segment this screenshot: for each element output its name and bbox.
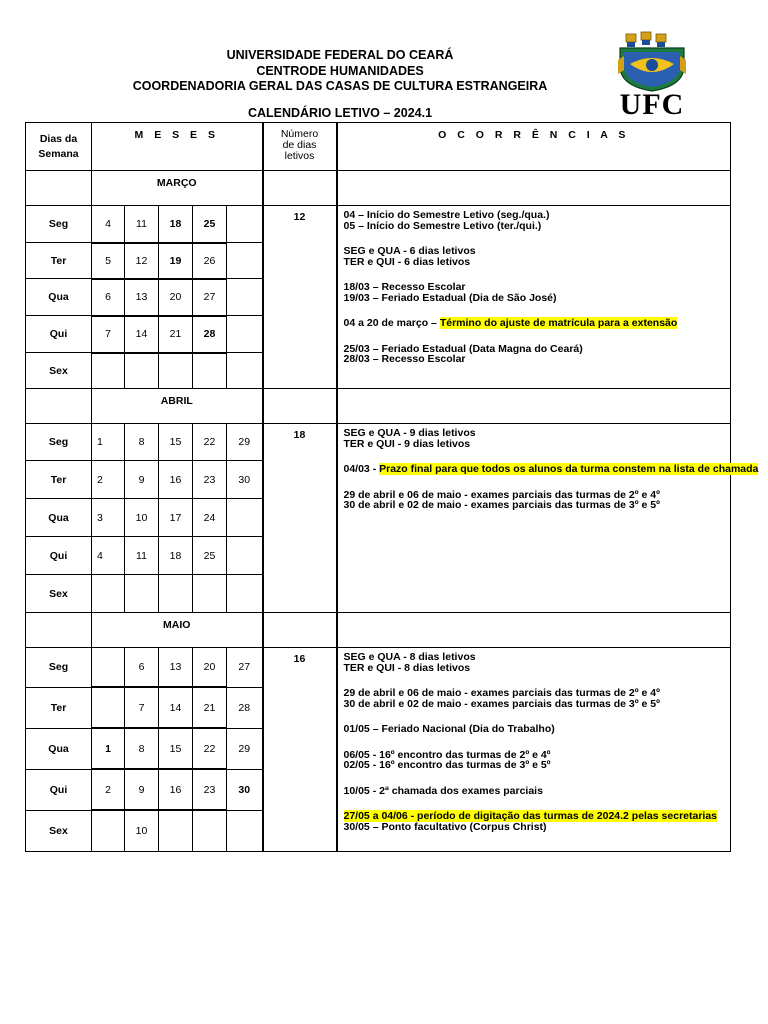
week-row <box>26 648 731 688</box>
date-cell <box>193 575 227 613</box>
date-cell: 16 <box>159 769 193 810</box>
date-cell: 20 <box>193 648 227 688</box>
month-header-row <box>26 389 731 424</box>
date-cell: 10 <box>125 810 159 851</box>
date-cell <box>227 537 263 575</box>
date-cell: 30 <box>227 461 263 499</box>
month-header-empty <box>26 613 92 648</box>
week-row <box>26 206 731 243</box>
date-cell: 1 <box>92 728 125 769</box>
date-cell <box>227 206 263 243</box>
coordination-name: COORDENADORIA GERAL DAS CASAS DE CULTURA ESTRANGEIRA <box>132 79 548 93</box>
occurrence-block <box>344 282 725 303</box>
date-cell: 29 <box>227 424 263 461</box>
highlighted-occurrence: Término do ajuste de matrícula para a extensão <box>439 317 678 329</box>
occurrence-line: 02/05 - 16º encontro das turmas de 3º e 5º <box>343 759 551 771</box>
header-row <box>26 123 731 171</box>
occurrence-line: 29 de abril e 06 de maio - exames parciais das turmas de 2º e 4º <box>343 687 660 699</box>
date-cell: 4 <box>92 206 125 243</box>
date-cell: 4 <box>92 537 125 575</box>
weekday-label: Ter <box>26 243 92 279</box>
date-cell: 29 <box>227 728 263 769</box>
occurrence-block <box>344 210 725 231</box>
date-cell <box>159 810 193 851</box>
weekday-label: Ter <box>26 461 92 499</box>
date-cell: 15 <box>159 424 193 461</box>
occurrence-line: 30/05 – Ponto facultativo (Corpus Christ) <box>343 820 547 833</box>
weekday-label: Seg <box>26 648 92 688</box>
date-cell <box>125 575 159 613</box>
month-header-occ-empty <box>337 171 731 206</box>
date-cell <box>159 353 193 389</box>
occurrence-line: 05 – Início do Semestre Letivo (ter./qui.) <box>343 219 542 232</box>
occurrence-line: 25/03 – Feriado Estadual (Data Magna do Ceará) <box>343 342 583 355</box>
week-row <box>26 424 731 461</box>
month-header-occ-empty <box>337 613 731 648</box>
date-cell <box>227 243 263 279</box>
occurrence-line: 06/05 - 16º encontro das turmas de 2º e 4º <box>343 748 551 761</box>
occurrence-block <box>344 811 725 832</box>
date-cell: 18 <box>159 537 193 575</box>
date-cell <box>193 810 227 851</box>
calendar-title: CALENDÁRIO LETIVO – 2024.1 <box>247 106 433 120</box>
occurrence-line: SEG e QUA - 8 dias letivos <box>343 651 476 663</box>
date-cell: 12 <box>125 243 159 279</box>
date-cell: 11 <box>125 206 159 243</box>
date-cell: 26 <box>193 243 227 279</box>
date-cell <box>227 353 263 389</box>
date-cell: 13 <box>159 648 193 688</box>
occurrences-cell <box>337 424 759 613</box>
occurrence-line: 18/03 – Recesso Escolar <box>343 281 466 293</box>
weekday-label: Qui <box>26 769 92 810</box>
occurrence-block <box>344 490 725 511</box>
occurrence-block <box>344 750 725 771</box>
date-cell: 20 <box>159 279 193 316</box>
occurrence-block <box>344 344 725 365</box>
occurrence-line: 01/05 – Feriado Nacional (Dia do Trabalho) <box>343 723 555 735</box>
date-cell: 6 <box>92 279 125 316</box>
occurrence-block <box>344 652 725 673</box>
weekday-label: Sex <box>26 353 92 389</box>
month-header-row <box>26 613 731 648</box>
date-cell: 19 <box>159 243 193 279</box>
center-name: CENTRODE HUMANIDADES <box>256 63 424 78</box>
month-header-occ-empty <box>337 389 731 424</box>
date-cell: 14 <box>125 316 159 353</box>
weekday-label: Qui <box>26 316 92 353</box>
date-cell: 16 <box>159 461 193 499</box>
header-months: M E S E S <box>92 123 263 171</box>
header-days-count-line3: letivos <box>284 150 315 162</box>
occurrences-cell <box>337 648 731 852</box>
month-name: MAIO <box>92 613 263 648</box>
occurrence-line <box>344 318 725 329</box>
date-cell: 30 <box>227 769 263 810</box>
month-header-empty <box>26 389 92 424</box>
university-name: UNIVERSIDADE FEDERAL DO CEARÁ <box>226 48 454 62</box>
date-cell: 10 <box>125 499 159 537</box>
header-days-count <box>263 123 337 171</box>
weekday-label: Seg <box>26 424 92 461</box>
highlighted-occurrence: Prazo final para que todos os alunos da turma constem na lista de chamada <box>379 463 759 475</box>
date-cell: 28 <box>227 687 263 728</box>
month-header-count-empty <box>263 613 337 648</box>
occurrence-block <box>344 724 725 735</box>
date-cell <box>92 810 125 851</box>
date-cell: 22 <box>193 728 227 769</box>
date-cell: 21 <box>193 687 227 728</box>
school-days-count: 12 <box>263 206 337 389</box>
date-cell <box>227 810 263 851</box>
month-header-empty <box>26 171 92 206</box>
date-cell: 1 <box>92 424 125 461</box>
date-cell: 21 <box>159 316 193 353</box>
ufc-logo-text: UFC <box>619 88 685 121</box>
occurrence-line: TER e QUI - 8 dias letivos <box>343 661 471 674</box>
weekday-label: Qua <box>26 279 92 316</box>
date-cell: 8 <box>125 424 159 461</box>
occurrence-line: TER e QUI - 6 dias letivos <box>343 255 471 268</box>
weekday-label: Qua <box>26 499 92 537</box>
date-cell: 13 <box>125 279 159 316</box>
date-cell <box>193 353 227 389</box>
occurrence-line: 29 de abril e 06 de maio - exames parciais das turmas de 2º e 4º <box>343 488 660 501</box>
date-cell: 8 <box>125 728 159 769</box>
date-cell: 11 <box>125 537 159 575</box>
occurrence-line: 10/05 - 2ª chamada dos exames parciais <box>343 784 543 797</box>
date-cell: 3 <box>92 499 125 537</box>
date-cell: 18 <box>159 206 193 243</box>
date-cell: 7 <box>92 316 125 353</box>
occurrence-block <box>344 786 725 797</box>
date-cell: 24 <box>193 499 227 537</box>
occurrence-block <box>343 463 759 475</box>
highlighted-occurrence: 27/05 a 04/06 - período de digitação das turmas de 2024.2 pelas secretarias <box>343 810 718 822</box>
header-days-count-line2: de dias <box>282 139 317 151</box>
date-cell <box>125 353 159 389</box>
occurrences-cell <box>337 206 731 389</box>
ufc-crest-icon <box>614 30 690 92</box>
date-cell: 23 <box>193 769 227 810</box>
date-cell <box>92 648 125 688</box>
date-cell: 6 <box>125 648 159 688</box>
occurrence-block <box>344 428 725 449</box>
month-name: ABRIL <box>92 389 263 424</box>
date-cell: 15 <box>159 728 193 769</box>
occurrence-line: 04 – Início do Semestre Letivo (seg./qua.) <box>343 209 550 221</box>
occurrence-block <box>344 246 725 267</box>
header-days-of-week: Dias da Semana <box>26 123 92 171</box>
occurrence-line: 30 de abril e 02 de maio - exames parciais das turmas de 3º e 5º <box>343 499 660 511</box>
occurrence-line <box>344 811 725 822</box>
occurrence-line: 30 de abril e 02 de maio - exames parciais das turmas de 3º e 5º <box>343 697 660 710</box>
date-cell <box>92 687 125 728</box>
date-cell: 25 <box>193 206 227 243</box>
month-header-count-empty <box>263 389 337 424</box>
occurrence-date: 04 a 20 de março – <box>343 317 440 329</box>
date-cell <box>159 575 193 613</box>
month-header-count-empty <box>263 171 337 206</box>
weekday-label: Qui <box>26 537 92 575</box>
occurrence-line: TER e QUI - 9 dias letivos <box>343 437 471 450</box>
date-cell <box>227 316 263 353</box>
weekday-label: Sex <box>26 810 92 851</box>
date-cell: 5 <box>92 243 125 279</box>
date-cell: 17 <box>159 499 193 537</box>
weekday-label: Qua <box>26 728 92 769</box>
occurrence-line: 19/03 – Feriado Estadual (Dia de São José) <box>343 291 557 304</box>
occurrence-line: SEG e QUA - 9 dias letivos <box>343 427 476 439</box>
date-cell: 2 <box>92 461 125 499</box>
header-occurrences: O C O R R Ê N C I A S <box>337 123 731 171</box>
weekday-label: Seg <box>26 206 92 243</box>
school-days-count: 18 <box>263 424 337 613</box>
occurrence-block <box>344 688 725 709</box>
date-cell: 23 <box>193 461 227 499</box>
date-cell: 27 <box>193 279 227 316</box>
document-header <box>100 48 580 95</box>
date-cell: 14 <box>159 687 193 728</box>
month-header-row <box>26 171 731 206</box>
date-cell <box>92 575 125 613</box>
date-cell: 2 <box>92 769 125 810</box>
occurrence-line: 28/03 – Recesso Escolar <box>343 353 466 365</box>
occurrence-line <box>343 463 759 475</box>
date-cell <box>92 353 125 389</box>
school-days-count: 16 <box>263 648 337 852</box>
calendar-table <box>25 122 759 852</box>
month-name: MARÇO <box>92 171 263 206</box>
date-cell: 9 <box>125 769 159 810</box>
occurrence-line: SEG e QUA - 6 dias letivos <box>343 245 476 257</box>
date-cell: 25 <box>193 537 227 575</box>
date-cell: 27 <box>227 648 263 688</box>
header-days-count-line1: Número <box>280 128 319 140</box>
date-cell: 28 <box>193 316 227 353</box>
date-cell: 22 <box>193 424 227 461</box>
date-cell <box>227 575 263 613</box>
date-cell: 9 <box>125 461 159 499</box>
weekday-label: Sex <box>26 575 92 613</box>
date-cell <box>227 499 263 537</box>
occurrence-date: 04/03 - <box>343 463 380 475</box>
weekday-label: Ter <box>26 687 92 728</box>
date-cell <box>227 279 263 316</box>
ufc-logo <box>614 30 690 122</box>
date-cell: 7 <box>125 687 159 728</box>
occurrence-block <box>344 318 725 329</box>
